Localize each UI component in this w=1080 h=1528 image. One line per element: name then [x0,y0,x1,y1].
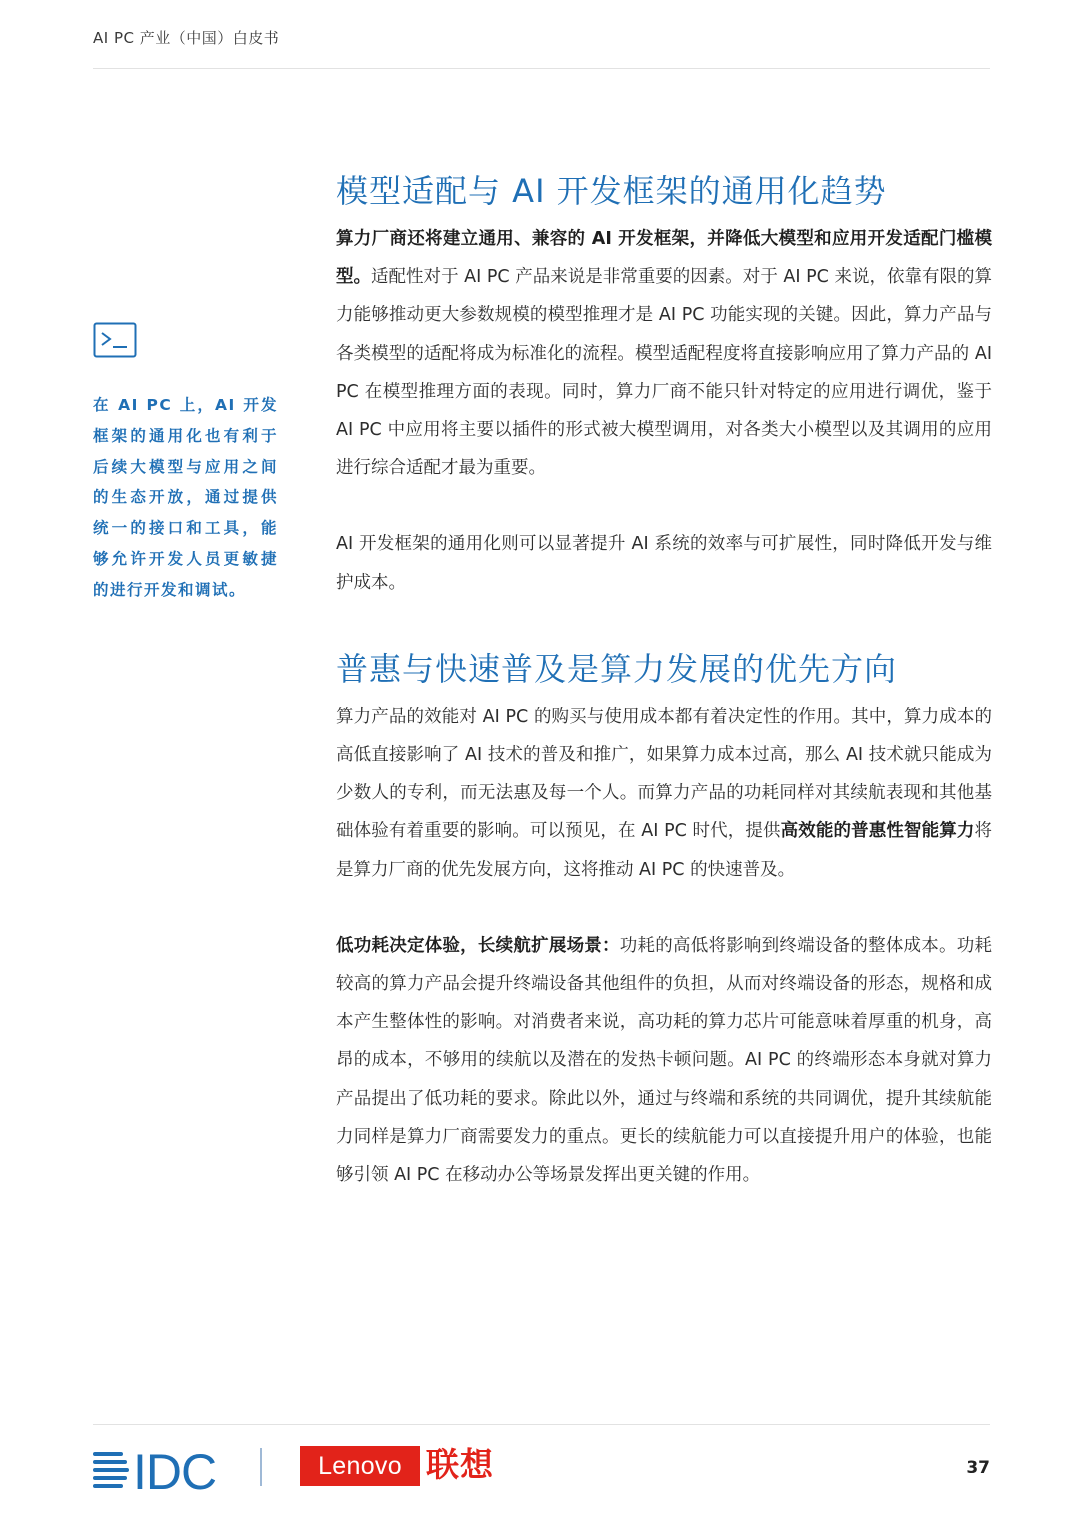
terminal-icon [93,322,137,358]
page-number: 37 [966,1458,990,1478]
section2-p1-text-a: 算力产品的效能对 AI PC 的购买与使用成本都有着决定性的作用。其中，算力成本的高低直接影响了 AI 技术的普及和推广，如果算力成本过高，那么 AI 技术就只能成为少数人的专利，而无法惠及每一个人。而算力产品的功耗同样对其续航表现和其他基础体验有着重要的影响。可以预见，在 AI PC 时代，提供 [336,706,992,842]
section1-p1-text: 适配性对于 AI PC 产品来说是非常重要的因素。对于 AI PC 来说，依靠有限的算力能够推动更大参数规模的模型推理才是 AI PC 功能实现的关键。因此，算力产品与各类模型的适配将成为标准化的流程。模型适配程度将直接影响应用了算力产品的 AI PC 在模型推理方面的表现。同时，算力厂商不能只针对特定的应用进行调优，鉴于 AI PC 中应用将主要以插件的形式被大模型调用，对各类大小模型以及其调用的应用进行综合适配才最为重要。 [336,267,993,479]
sidebar-callout: 在 AI PC 上，AI 开发框架的通用化也有利于后续大模型与应用之间的生态开放，通过提供统一的接口和工具，能够允许开发人员更敏捷的进行开发和调试。 [93,396,278,599]
idc-logo [93,1446,227,1492]
header-divider [93,68,990,69]
section2-paragraph-1 [336,698,992,889]
section1-p1-bold: 算力厂商还将建立通用、兼容的 AI 开发框架，并降低大模型和应用开发适配门槛模型。 [336,229,992,288]
footer [0,1424,1080,1528]
section2-p2-text: 功耗的高低将影响到终端设备的整体成本。功耗较高的算力产品会提升终端设备其他组件的负担，从而对终端设备的形态，规格和成本产生整体性的影响。对消费者来说，高功耗的算力芯片可能意味着厚重的机身，高昂的成本，不够用的续航以及潜在的发热卡顿问题。AI PC 的终端形态本身就对算力产品提出了低功耗的要求。除此以外，通过与终端和系统的共同调优，提升其续航能力同样是算力厂商需要发力的重点。更长的续航能力可以直接提升用户的体验，也能够引领 AI PC 在移动办公等场景发挥出更关键的作用。 [336,935,993,1186]
section2-paragraph-2 [336,927,992,1194]
section1-paragraph-2: AI 开发框架的通用化则可以显著提升 AI 系统的效率与可扩展性，同时降低开发与维护成本。 [336,534,992,593]
section2-p1-text-b: 将是算力厂商的优先发展方向，这将推动 AI PC 的快速普及。 [336,821,993,880]
section1-paragraph-1 [336,220,992,487]
section-heading-model-adaptation: 模型适配与 AI 开发框架的通用化趋势 [336,172,887,210]
lenovo-chinese-logo: 联想 [426,1445,494,1484]
section-heading-inclusive-compute: 普惠与快速普及是算力发展的优先方向 [336,649,898,688]
main-content [336,162,992,1194]
lenovo-logo: Lenovo [300,1446,420,1486]
header-title: AI PC 产业（中国）白皮书 [93,29,280,47]
section2-p2-bold: 低功耗决定体验，长续航扩展场景： [336,935,620,956]
idc-logo-text: IDC [133,1446,217,1492]
section2-p1-bold: 高效能的普惠性智能算力 [780,821,975,842]
footer-logo-separator [260,1448,262,1486]
